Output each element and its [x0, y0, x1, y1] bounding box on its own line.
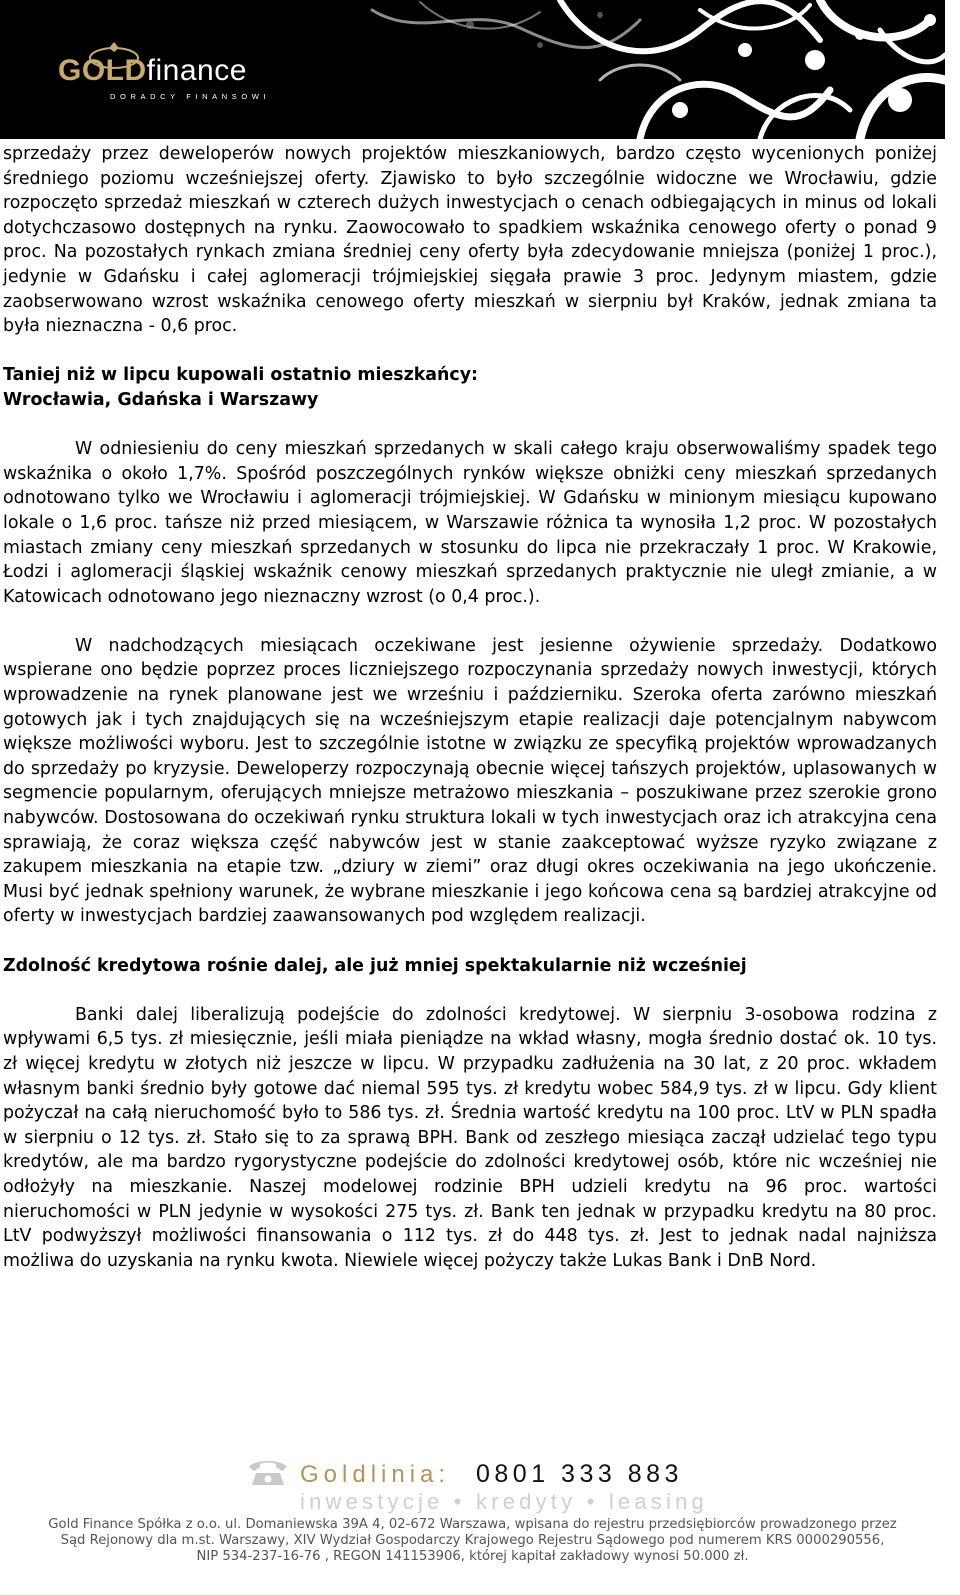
paragraph-offer-prices: sprzedaży przez deweloperów nowych projektów mieszkaniowych, bardzo często wycenionych poniżej średniego poziomu wcześniejszej oferty. Zjawisko to było szczególnie widoczne we Wrocławiu, gdzie rozpoczęto sprzedaż mieszkań w czterech dużych inwestycjach o cenach odbiegających in minus od lokali dotychczasowo dostępnych na rynku. Zaowocowało to spadkiem wskaźnika cenowego oferty o ponad 9 proc. Na pozostałych rynkach zmiana średniej ceny oferty była zdecydowanie mniejsza (poniżej 1 proc.), jedynie w Gdańsku i całej aglomeracji trójmiejskiej sięgała prawie 3 proc. Jedynym miastem, gdzie zaobserwowano wzrost wskaźnika cenowego oferty mieszkań w sierpniu był Kraków, jednak zmiana ta była nieznaczna - 0,6 proc. — [3, 144, 937, 337]
logo-wordmark — [58, 54, 247, 88]
services-tagline: inwestycje • kredyty • leasing — [300, 1489, 708, 1514]
header-banner — [0, 0, 945, 139]
logo-tagline: DORADCY FINANSOWI — [110, 92, 271, 101]
article-body — [3, 142, 937, 1273]
legal-line: Gold Finance Spółka z o.o. ul. Domaniewska 39A 4, 02-672 Warszawa, wpisana do rejestru przedsiębiorców prowadzonego przez — [48, 1517, 897, 1532]
hotline-banner — [246, 1455, 706, 1517]
legal-line: NIP 534-237-16-76 , REGON 141153906, której kapitał zakładowy wynosi 50.000 zł. — [196, 1549, 749, 1565]
paragraph-sold-prices: W odniesieniu do ceny mieszkań sprzedanych w skali całego kraju obserwowaliśmy spadek tego wskaźnika o około 1,7%. Spośród poszczególnych rynków większe obniżki ceny mieszkań sprzedanych odnotowano tylko we Wrocławiu i aglomeracji trójmiejskiej. W Gdańsku w minionym miesiącu kupowano lokale o 1,6 proc. tańsze niż przed miesiącem, w Warszawie różnica ta wynosiła 1,2 proc. W pozostałych miastach zmiany ceny mieszkań sprzedanych w stosunku do lipca nie przekraczały 1 proc. W Krakowie, Łodzi i aglomeracji śląskiej wskaźnik cenowy mieszkań sprzedanych praktycznie nie uległ zmianie, a w Katowicach odnotowano jego nieznaczny wzrost (o 0,4 proc.). — [3, 439, 937, 607]
legal-line: Sąd Rejonowy dla m.st. Warszawy, XIV Wydział Gospodarczy Krajowego Rejestru Sądowego pod numerem KRS 0000290556, — [60, 1533, 885, 1549]
spacer — [3, 413, 937, 438]
section-heading-cheaper-line2: Wrocławia, Gdańska i Warszawy — [3, 389, 319, 410]
spacer — [3, 978, 937, 1003]
spacer — [3, 609, 937, 634]
paragraph-credit-capacity: Banki dalej liberalizują podejście do zdolności kredytowej. W sierpniu 3-osobowa rodzina z wpływami 6,5 tys. zł miesięcznie, jeśli miała pieniądze na wkład własny, mogła średnio dostać ok. 10 tys. zł więcej kredytu w złotych niż jeszcze w lipcu. W przypadku zadłużenia na 30 lat, z 20 proc. wkładem własnym banki średnio były gotowe dać niemal 595 tys. zł kredytu wobec 584,9 tys. zł w lipcu. Gdy klient pożyczał na całą nieruchomość było to 586 tys. zł. Średnia wartość kredytu na 100 proc. LtV w PLN spadła w sierpniu o 12 tys. zł. Stało się to za sprawą BPH. Bank od zeszłego miesiąca zaczął udzielać tego typu kredytów, ale ma bardzo rygorystyczne podejście do zdolności kredytowej osób, które nic wcześniej nie odłożyły na mieszkanie. Naszej modelowej rodzinie BPH udzieli kredytu na 96 proc. wartości nieruchomości w PLN jedynie w wysokości 275 tys. zł. Bank ten jednak w przypadku kredytu na 80 proc. LtV podwyższył możliwości finansowania o 112 tys. zł do 448 tys. zł. Jest to jednak nadal najniższa możliwa do uzyskania na rynku kwota. Niewiele więcej pożyczy także Lukas Bank i DnB Nord. — [3, 1004, 937, 1271]
legal-footer — [0, 1517, 945, 1566]
spacer — [3, 929, 937, 954]
section-heading-credit: Zdolność kredytowa rośnie dalej, ale już mniej spektakularnie niż wcześniej — [3, 955, 747, 976]
paragraph-autumn-outlook: W nadchodzących miesiącach oczekiwane jest jesienne ożywienie sprzedaży. Dodatkowo wspierane ono będzie poprzez proces liczniejszego rozpoczynania sprzedaży nowych inwestycji, których wprowadzenie na rynek planowane jest we wrześniu i październiku. Szeroka oferta zarówno mieszkań gotowych jak i tych znajdujących się na wcześniejszym etapie realizacji daje potencjalnym nabywcom większe możliwości wyboru. Jest to szczególnie istotne w związku ze specyfiką projektów wprowadzanych do sprzedaży po kryzysie. Deweloperzy rozpoczynają obecnie więcej tańszych projektów, uplasowanych w segmencie popularnym, oferujących mniejsze metrażowo mieszkania – poszukiwane przez szerokie grono nabywców. Dostosowana do oczekiwań rynku struktura lokali w tych inwestycjach oraz ich atrakcyjna cena sprawiają, że coraz większa część nabywców jest w stanie zaakceptować wyższe ryzyko związane z zakupem mieszkania na etapie tzw. „dziury w ziemi” oraz długi okres oczekiwania na jego ukończenie. Musi być jednak spełniony warunek, że wybrane mieszkanie i jego końcowa cena są bardziej atrakcyjne od oferty w inwestycjach bardziej zaawansowanych pod względem realizacji. — [3, 635, 937, 927]
logo-finance: finance — [146, 54, 247, 87]
spacer — [3, 339, 937, 364]
section-heading-cheaper-line1: Taniej niż w lipcu kupowali ostatnio mieszkańcy: — [3, 365, 479, 386]
phone-icon — [246, 1457, 290, 1487]
hotline-number[interactable]: 0801 333 883 — [476, 1460, 683, 1488]
hotline-label: Goldlinia: — [300, 1461, 451, 1488]
logo-gold: GOLD — [58, 54, 147, 87]
